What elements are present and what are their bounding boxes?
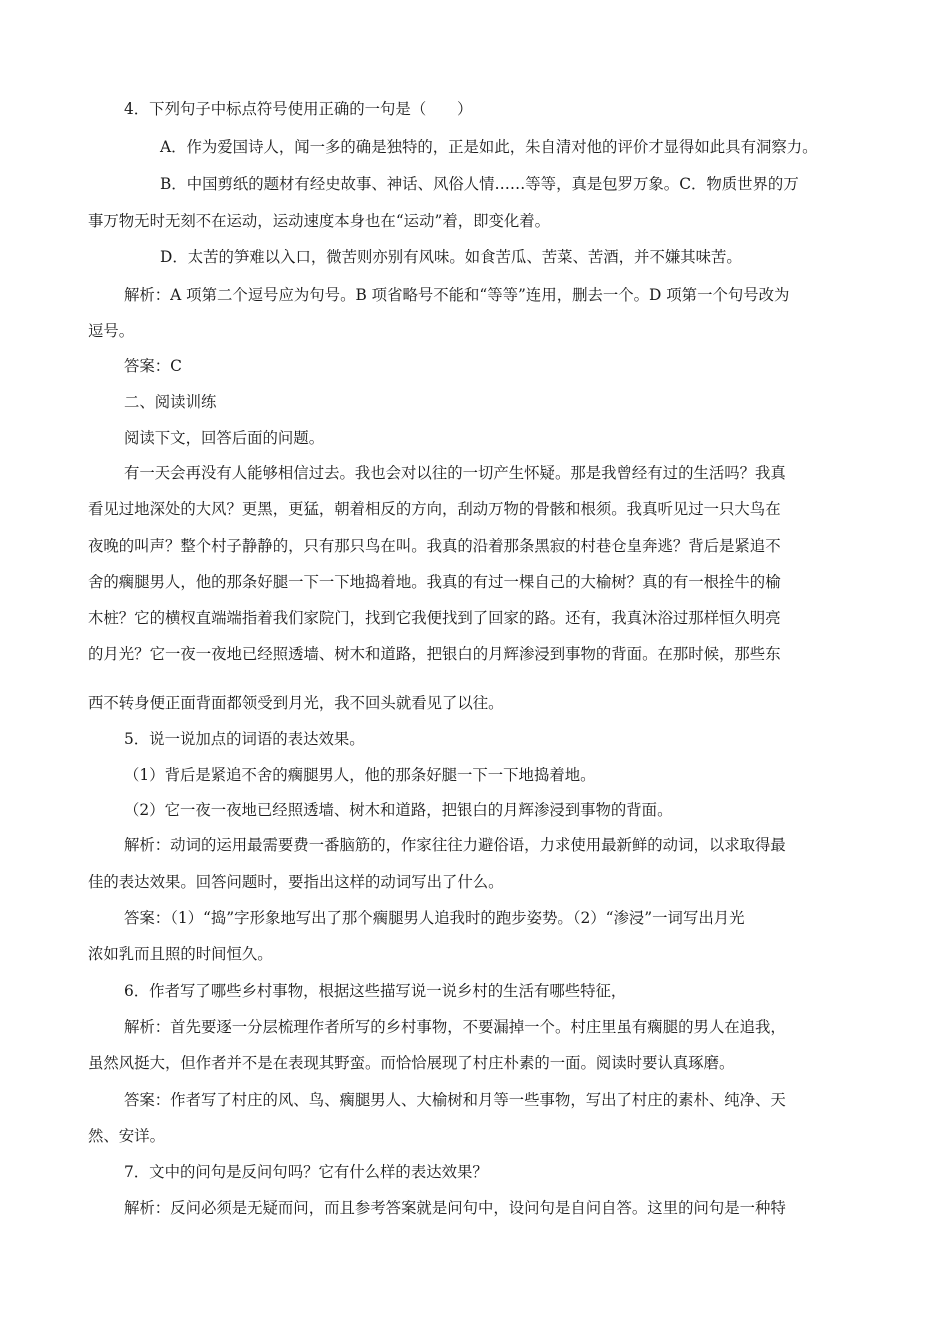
q5-analysis-line1: 解析：动词的运用最需要费一番脑筋的，作家往往力避俗语，力求使用最新鲜的动词，以求取得最 [124, 836, 786, 854]
q4-option-b-c-line1: B．中国剪纸的题材有经史故事、神话、风俗人情……等等，真是包罗万象。C．物质世界的万 [160, 175, 799, 193]
q5-item-2: （2）它一夜一夜地已经照透墙、树木和道路，把银白的月辉渗浸到事物的背面。 [124, 801, 673, 819]
q4-analysis-line1: 解析：A 项第二个逗号应为句号。B 项省略号不能和“等等”连用，删去一个。D 项第一个句号改为 [124, 286, 790, 304]
q6-answer-line1: 答案：作者写了村庄的风、鸟、瘸腿男人、大榆树和月等一些事物，写出了村庄的素朴、纯净、天 [124, 1091, 786, 1109]
q4-analysis-line2: 逗号。 [88, 322, 135, 340]
section-instruction: 阅读下文，回答后面的问题。 [124, 429, 325, 447]
q7-stem: 7．文中的问句是反问句吗？它有什么样的表达效果？ [124, 1163, 488, 1181]
passage-line: 看见过地深处的大风？更黑，更猛，朝着相反的方向，刮动万物的骨骸和根须。我真听见过一只大鸟在 [88, 500, 781, 518]
q4-answer: 答案：C [124, 357, 182, 375]
passage-line: 有一天会再没有人能够相信过去。我也会对以往的一切产生怀疑。那是我曾经有过的生活吗？我真 [124, 464, 786, 482]
passage-line: 舍的瘸腿男人，他的那条好腿一下一下地捣着地。我真的有过一棵自己的大榆树？真的有一根拴牛的榆 [88, 573, 781, 591]
q5-stem: 5．说一说加点的词语的表达效果。 [124, 730, 365, 748]
q7-analysis-line1: 解析：反问必须是无疑而问，而且参考答案就是问句中，设问句是自问自答。这里的问句是一种特 [124, 1199, 786, 1217]
q6-analysis-line2: 虽然风挺大，但作者并不是在表现其野蛮。而恰恰展现了村庄朴素的一面。阅读时要认真琢磨。 [88, 1054, 735, 1072]
section-title: 二、阅读训练 [124, 393, 217, 411]
passage-line: 木桩？它的横杈直端端指着我们家院门，找到它我便找到了回家的路。还有，我真沐浴过那样恒久明亮 [88, 609, 781, 627]
q4-option-d: D．太苦的笋难以入口，微苦则亦别有风味。如食苦瓜、苦菜、苦酒，并不嫌其味苦。 [160, 248, 742, 266]
q6-answer-line2: 然、安详。 [88, 1127, 165, 1145]
q6-stem: 6．作者写了哪些乡村事物，根据这些描写说一说乡村的生活有哪些特征， [124, 982, 627, 1000]
q4-option-b-c-line2: 事万物无时无刻不在运动，运动速度本身也在“运动”着，即变化着。 [88, 212, 551, 230]
q4-option-a: A．作为爱国诗人，闻一多的确是独特的，正是如此，朱自清对他的评价才显得如此具有洞察力。 [160, 138, 818, 156]
q4-stem: 4．下列句子中标点符号使用正确的一句是（ ） [124, 100, 473, 118]
passage-line: 的月光？它一夜一夜地已经照透墙、树木和道路，把银白的月辉渗浸到事物的背面。在那时候，那些东 [88, 645, 781, 663]
passage-line: 西不转身便正面背面都领受到月光，我不回头就看见了以往。 [88, 694, 504, 712]
q6-analysis-line1: 解析：首先要逐一分层梳理作者所写的乡村事物，不要漏掉一个。村庄里虽有瘸腿的男人在追我， [124, 1018, 786, 1036]
passage-line: 夜晚的叫声？整个村子静静的，只有那只鸟在叫。我真的沿着那条黑寂的村巷仓皇奔逃？背后是紧追不 [88, 537, 781, 555]
q5-analysis-line2: 佳的表达效果。回答问题时，要指出这样的动词写出了什么。 [88, 873, 504, 891]
q5-item-1: （1）背后是紧追不舍的瘸腿男人，他的那条好腿一下一下地捣着地。 [124, 766, 596, 784]
q5-answer-line1: 答案：（1）“捣”字形象地写出了那个瘸腿男人追我时的跑步姿势。（2）“渗浸”一词写出月光 [124, 909, 745, 927]
q5-answer-line2: 浓如乳而且照的时间恒久。 [88, 945, 273, 963]
